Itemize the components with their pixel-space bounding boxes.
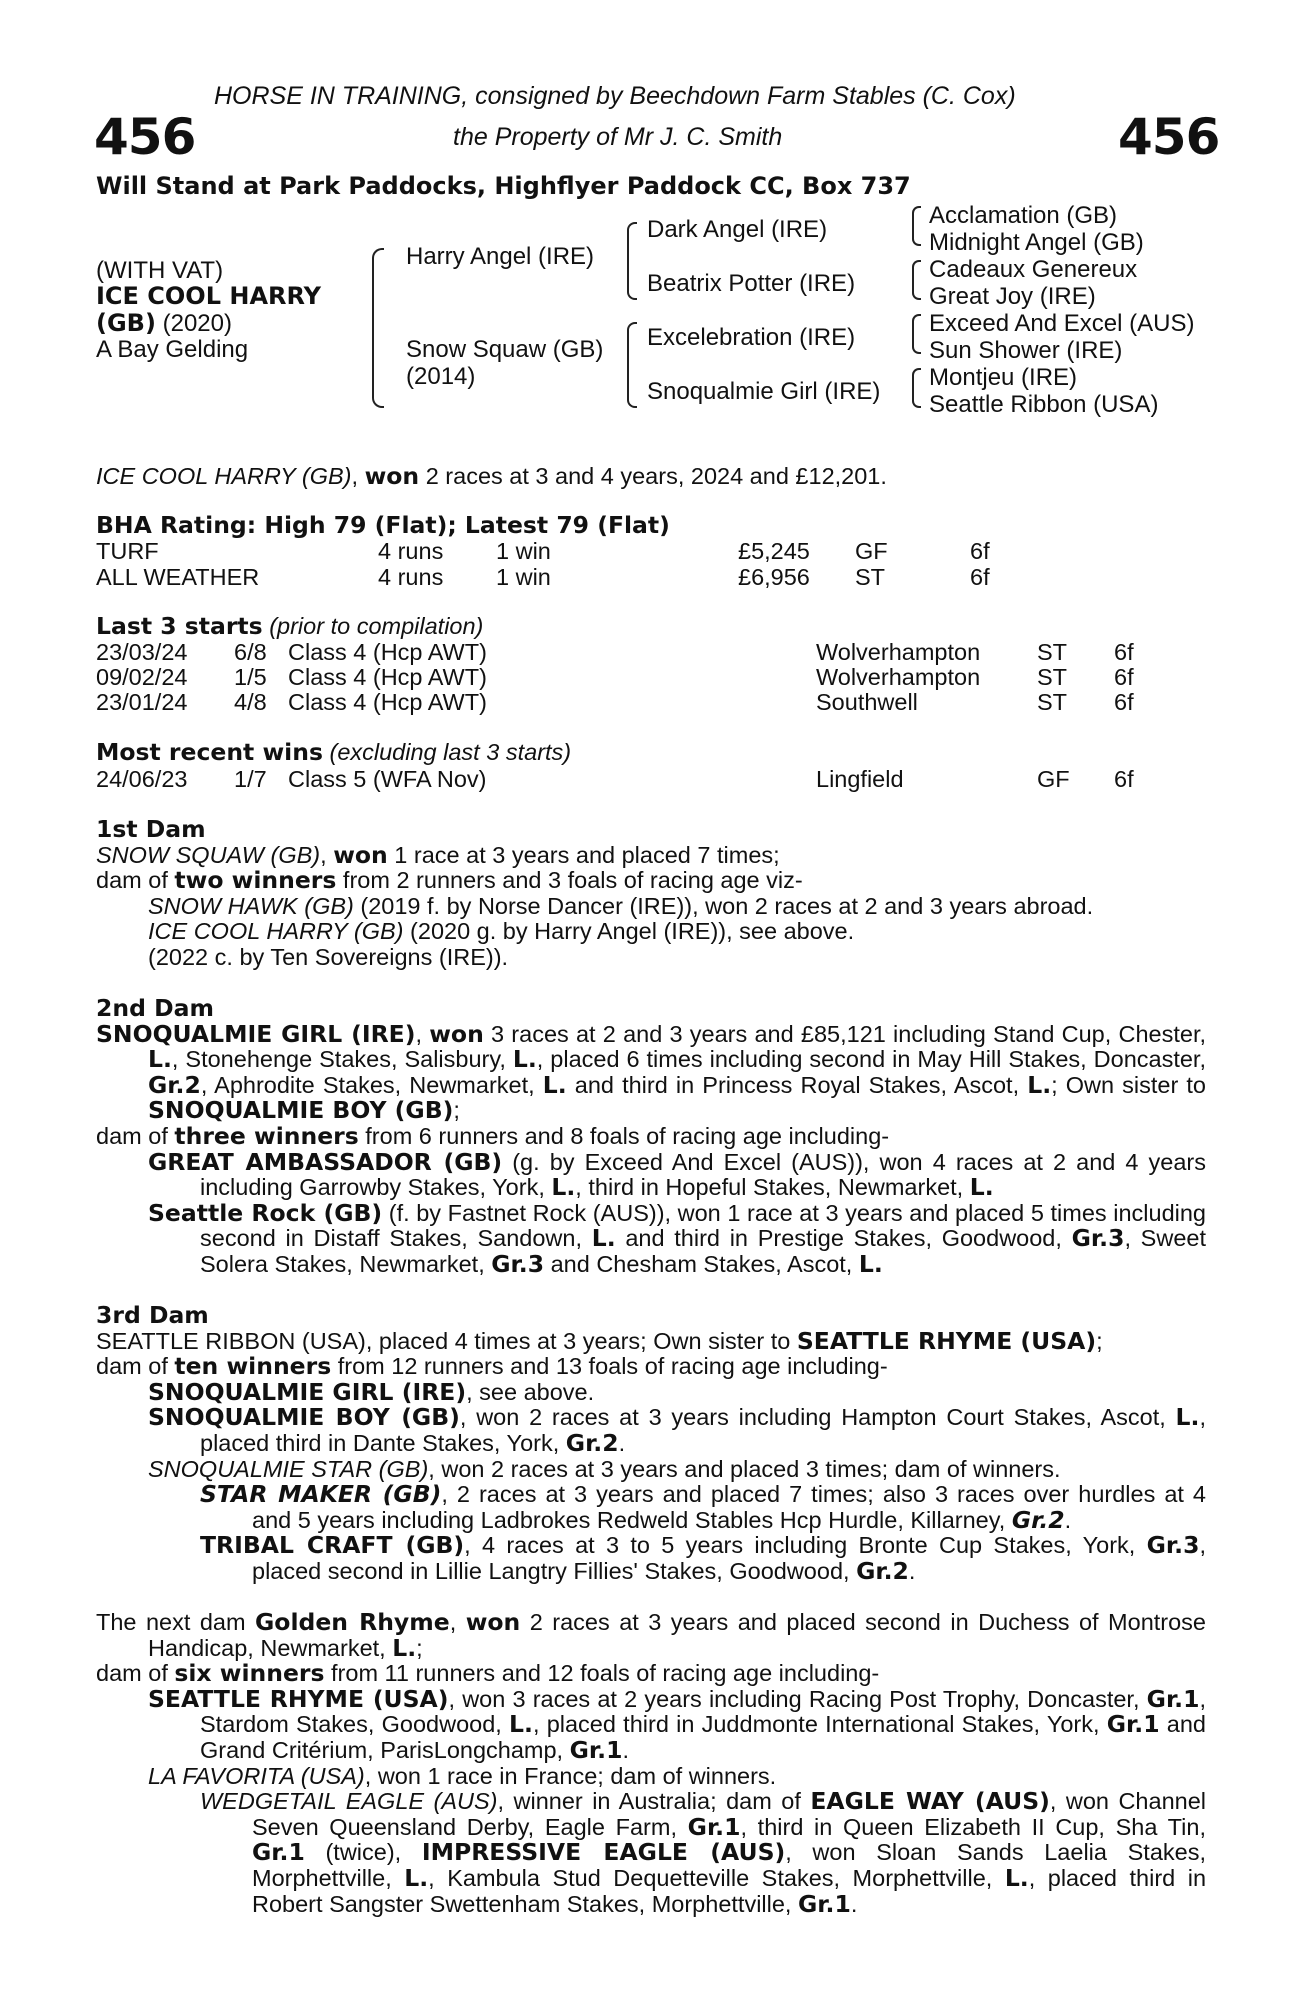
bracket-sd [912,260,921,300]
bracket-ds [912,314,921,354]
bha-rating-title: BHA Rating: High 79 (Flat); Latest 79 (Flat) [96,511,670,539]
header-consignor: HORSE IN TRAINING, consigned by Beechdown Farm Stables (C. Cox) [214,82,1016,110]
grandparent-3: Cadeaux Genereux [929,256,1138,283]
lot-number-right: 456 [1118,108,1220,166]
dam-name: Snow Squaw (GB) [406,336,604,363]
header-property: the Property of Mr J. C. Smith [453,123,783,151]
second-dam-section: 2nd Dam SNOQUALMIE GIRL (IRE), won 3 races at 2 and 3 years and £85,121 including Stand Cup, Chester, L., Stonehenge Stakes, Salisbury, L., placed 6 times including second in May Hill Stakes, Doncaster, Gr.2, Aphrodite Stakes, Newmarket, L. and third in Princess Royal Stakes, Ascot, L.; Own sister to SNOQUALMIE BOY (GB); dam of three winners from 6 runners and 8 foals of racing age including- GREAT AMBASSADOR (GB) (g. by Exceed And Excel (AUS)), won 4 races at 2 and 4 years including Garrowby Stakes, York, L., third in Hopeful Stakes, Newmarket, L. Seattle Rock (GB) (f. by Fastnet Rock (AUS)), won 1 race at 3 years and placed 5 times including second in Distaff Stakes, Sandown, L. and third in Prestige Stakes, Goodwood, Gr.3, Sweet Solera Stakes, Newmarket, Gr.3 and Chesham Stakes, Ascot, L. [96,994,1207,1278]
dam-sire: Excelebration (IRE) [647,324,856,351]
sire-bracket [627,222,637,300]
grandparent-2: Midnight Angel (GB) [929,229,1144,256]
grandparent-8: Seattle Ribbon (USA) [929,391,1159,418]
sire-dam: Beatrix Potter (IRE) [647,270,856,297]
third-dam-section: 3rd Dam SEATTLE RIBBON (USA), placed 4 times at 3 years; Own sister to SEATTLE RHYME (USA); dam of ten winners from 12 runners and 13 foals of racing age including- SNOQUALMIE GIRL (IRE), see above. SNOQUALMIE BOY (GB), won 2 races at 3 years including Hampton Court Stakes, Ascot, L., placed third in Dante Stakes, York, Gr.2. SNOQUALMIE STAR (GB), won 2 races at 3 years and placed 3 times; dam of winners. STAR MAKER (GB), 2 races at 3 years and placed 7 times; also 3 races over hurdles at 4 and 5 years including Ladbrokes Redweld Stables Hcp Hurdle, Killarney, Gr.2. TRIBAL CRAFT (GB), 4 races at 3 to 5 years including Bronte Cup Stakes, York, Gr.3, placed second in Lillie Langtry Fillies' Stakes, Goodwood, Gr.2. [96,1301,1207,1585]
grandparent-4: Great Joy (IRE) [929,283,1096,310]
race-summary: ICE COOL HARRY (GB), won 2 races at 3 and 4 years, 2024 and £12,201. [96,462,887,490]
first-dam-section: 1st Dam SNOW SQUAW (GB), won 1 race at 3 years and placed 7 times; dam of two winners from 2 runners and 3 foals of racing age viz- SNOW HAWK (GB) (2019 f. by Norse Dancer (IRE)), won 2 races at 2 and 3 years abroad. ICE COOL HARRY (GB) (2020 g. by Harry Angel (IRE)), see above. (2022 c. by Ten Sovereigns (IRE)). [96,817,1206,971]
vat-note: (WITH VAT) [96,257,224,284]
bracket-dd [912,368,921,408]
section-title: 3rd Dam [96,1301,209,1329]
horse-origin-year: (GB) (2020) [96,309,232,337]
grandparent-6: Sun Shower (IRE) [929,337,1123,364]
grandparent-1: Acclamation (GB) [929,202,1118,229]
pedigree-main-bracket [372,248,384,408]
section-title: 2nd Dam [96,994,214,1022]
dam-bracket [627,322,637,408]
horse-description: A Bay Gelding [96,336,249,363]
sire-name: Harry Angel (IRE) [406,243,595,270]
last-starts-title: Last 3 starts (prior to compilation) [96,612,484,640]
catalogue-page: HORSE IN TRAINING, consigned by Beechdown Farm Stables (C. Cox) the Property of Mr J. C. Smith 456 456 Will Stand at Park Paddocks, Highflyer Paddock CC, Box 737 (WITH VAT) ICE COOL HARRY (GB) (2020) A Bay Gelding Harry Angel (IRE) Snow Squaw (GB) (2014) Dark Angel (IRE) Beatrix Potter (IRE) Excelebration (IRE) Snoqualmie Girl (IRE) Acclamation (GB) Midnight Angel (GB) Cadeaux Genereux Great Joy (IRE) Exceed And Excel (AUS) Sun Shower (IRE) Montjeu (IRE) Seattle Ribbon (USA) ICE COOL HARRY (GB), won 2 races at 3 and 4 years, 2024 and £12,201. BHA Rating: High 79 (Flat); Latest 79 (Flat) TURF 4 runs 1 win £5,245 GF 6f ALL WEATHER 4 runs 1 win £6,956 ST 6f Last 3 starts (prior to compilation) 23/03/24 6/8 Class 4 (Hcp AWT) Wolverhampton ST 6f 09/02/24 1/5 Class 4 (Hcp AWT) Wolverhampton ST 6f 23/01/24 4/8 Class 4 (Hcp AWT) Southwell ST 6f Most recent wins (excluding last 3 starts) 24/06/23 1/7 Class 5 (WFA Nov) Lingfield GF 6f 1st Dam SNOW SQUAW (GB), won 1 race at 3 years and placed 7 times; dam of two winners from 2 runners and 3 foals of racing age viz- SNOW HAWK (GB) (2019 f. by Norse Dancer (IRE)), won 2 races at 2 and 3 years abroad. ICE COOL HARRY (GB) (2020 g. by Harry Angel (IRE)), see above. (2022 c. by Ten Sovereigns (IRE)). 2nd Dam SNOQUALMIE GIRL (IRE), won 3 races at 2 and 3 years and £85,121 including Stand Cup, Chester, L., Stonehenge Stakes, Salisbury, L., placed 6 times including second in May Hill Stakes, Doncaster, Gr.2, Aphrodite Stakes, Newmarket, L. and third in Princess Royal Stakes, Ascot, L.; Own sister to SNOQUALMIE BOY (GB); dam of three winners from 6 runners and 8 foals of racing age including- GREAT AMBASSADOR (GB) (g. by Exceed And Excel (AUS)), won 4 races at 2 and 4 years including Garrowby Stakes, York, L., third in Hopeful Stakes, Newmarket, L. Seattle Rock (GB) (f. by Fastnet Rock (AUS)), won 1 race at 3 years and placed 5 times including second in Distaff Stakes, Sandown, L. and third in Prestige Stakes, Goodwood, Gr.3, Sweet Solera Stakes, Newmarket, Gr.3 and Chesham Stakes, Ascot, L. 3rd Dam SEATTLE RIBBON (USA), placed 4 times at 3 years; Own sister to SEATTLE RHYME (USA); dam of ten winners from 12 runners and 13 foals of racing age including- SNOQUALMIE GIRL (IRE), see above. SNOQUALMIE BOY (GB), won 2 races at 3 years including Hampton Court Stakes, Ascot, L., placed third in Dante Stakes, York, Gr.2. SNOQUALMIE STAR (GB), won 2 races at 3 years and placed 3 times; dam of winners. STAR MAKER (GB), 2 races at 3 years and placed 7 times; also 3 races over hurdles at 4 and 5 years including Ladbrokes Redweld Stables Hcp Hurdle, Killarney, Gr.2. TRIBAL CRAFT (GB), 4 races at 3 to 5 years including Bronte Cup Stakes, York, Gr.3, placed second in Lillie Langtry Fillies' Stakes, Goodwood, Gr.2. The next dam Golden Rhyme, won 2 races at 3 years and placed second in Duchess of Montrose Handicap, Newmarket, L.; dam of six winners from 11 runners and 12 foals of racing age including- SEATTLE RHYME (USA), won 3 races at 2 years including Racing Post Trophy, Doncaster, Gr.1, Stardom Stakes, Goodwood, L., placed third in Juddmonte International Stakes, York, Gr.1 and Grand Critérium, ParisLongchamp, Gr.1. LA FAVORITA (USA), won 1 race in France; dam of winners. WEDGETAIL EAGLE (AUS), winner in Australia; dam of EAGLE WAY (AUS), won Channel Seven Queensland Derby, Eagle Farm, Gr.1, third in Queen Elizabeth II Cup, Sha Tin, Gr.1 (twice), IMPRESSIVE EAGLE (AUS), won Sloan Sands Laelia Stakes, Morphettville, L., Kambula Stud Dequetteville Stakes, Morphettville, L., placed third in Robert Sangster Swettenham Stakes, Morphettville, Gr.1. [94,82,1220,1918]
next-dam-section: The next dam Golden Rhyme, won 2 races at 3 years and placed second in Duchess of Montrose Handicap, Newmarket, L.; dam of six winners from 11 runners and 12 foals of racing age including- SEATTLE RHYME (USA), won 3 races at 2 years including Racing Post Trophy, Doncaster, Gr.1, Stardom Stakes, Goodwood, L., placed third in Juddmonte International Stakes, York, Gr.1 and Grand Critérium, ParisLongchamp, Gr.1. LA FAVORITA (USA), won 1 race in France; dam of winners. WEDGETAIL EAGLE (AUS), winner in Australia; dam of EAGLE WAY (AUS), won Channel Seven Queensland Derby, Eagle Farm, Gr.1, third in Queen Elizabeth II Cup, Sha Tin, Gr.1 (twice), IMPRESSIVE EAGLE (AUS), won Sloan Sands Laelia Stakes, Morphettville, L., Kambula Stud Dequetteville Stakes, Morphettville, L., placed third in Robert Sangster Swettenham Stakes, Morphettville, Gr.1. [96,1608,1207,1918]
horse-name: ICE COOL HARRY [96,282,322,310]
dam-dam: Snoqualmie Girl (IRE) [647,378,881,405]
section-title: 1st Dam [96,815,206,843]
dam-year: (2014) [406,363,476,390]
grandparent-7: Montjeu (IRE) [929,364,1078,391]
recent-wins-title: Most recent wins (excluding last 3 starts) [96,738,572,766]
grandparent-5: Exceed And Excel (AUS) [929,310,1195,337]
sire-sire: Dark Angel (IRE) [647,216,828,243]
lot-number-left: 456 [94,108,196,166]
stand-location: Will Stand at Park Paddocks, Highflyer Paddock CC, Box 737 [96,172,911,200]
bracket-ss [912,206,921,246]
